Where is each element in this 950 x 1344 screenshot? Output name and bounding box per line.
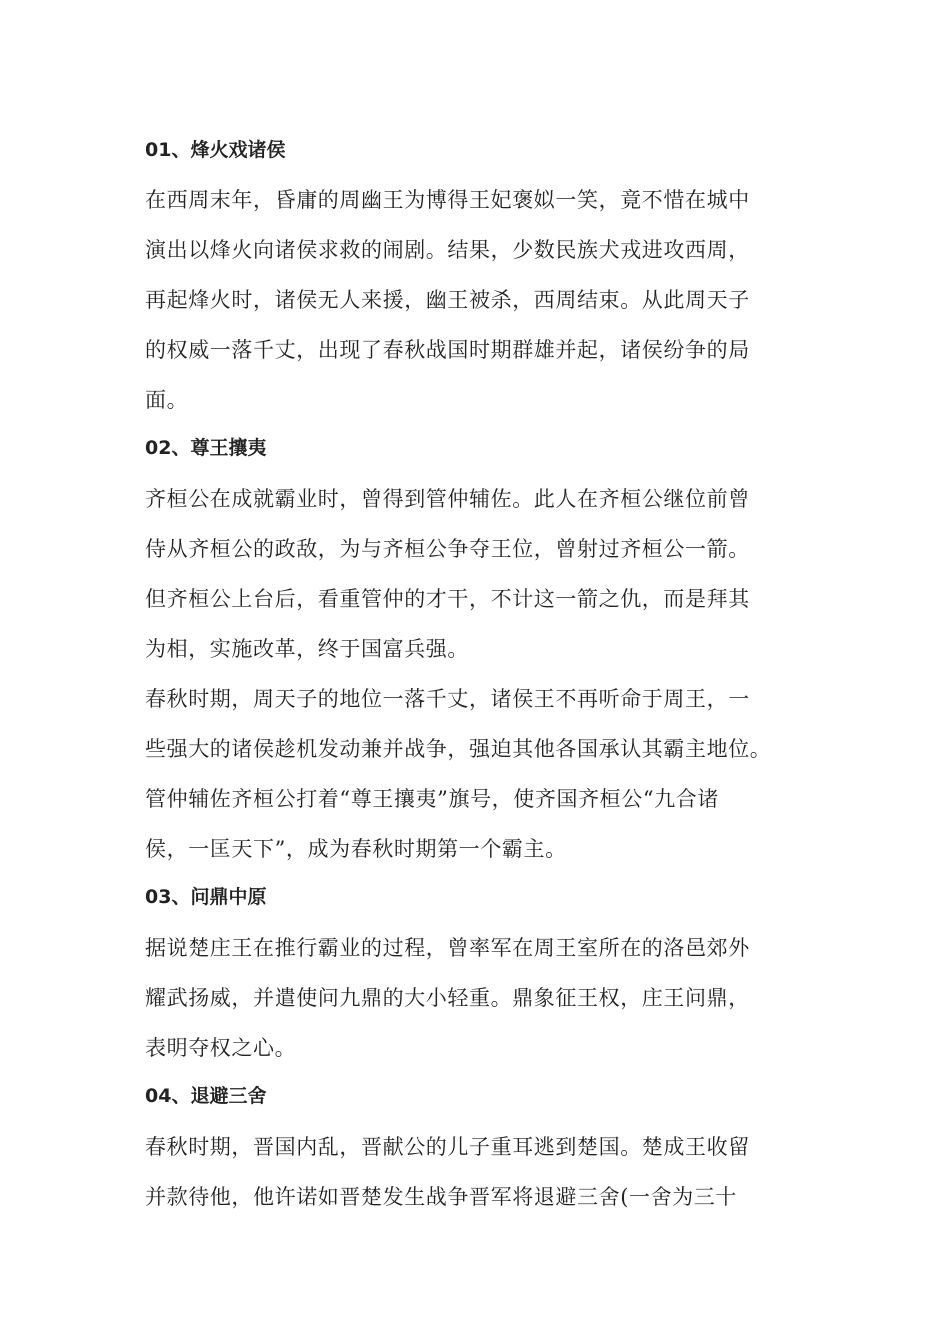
section-heading-01: 01、烽火戏诸侯 bbox=[145, 139, 286, 161]
paragraph-line: 并款待他，他许诺如晋楚发生战争晋军将退避三舍(一舍为三十 bbox=[145, 1185, 737, 1209]
paragraph-line: 但齐桓公上台后，看重管仲的才干，不计这一箭之仇，而是拜其 bbox=[145, 587, 750, 611]
paragraph-line: 侍从齐桓公的政敌，为与齐桓公争夺王位，曾射过齐桓公一箭。 bbox=[145, 537, 750, 561]
paragraph-line: 据说楚庄王在推行霸业的过程，曾率军在周王室所在的洛邑郊外 bbox=[145, 936, 750, 960]
paragraph-line: 春秋时期，周天子的地位一落千丈，诸侯王不再听命于周王，一 bbox=[145, 687, 750, 711]
paragraph-line: 的权威一落千丈，出现了春秋战国时期群雄并起，诸侯纷争的局 bbox=[145, 338, 750, 362]
paragraph-line: 面。 bbox=[145, 388, 189, 412]
paragraph-line: 为相，实施改革，终于国富兵强。 bbox=[145, 637, 469, 661]
paragraph-line: 些强大的诸侯趁机发动兼并战争，强迫其他各国承认其霸主地位。 bbox=[145, 737, 772, 761]
paragraph-line: 侯，一匡天下”，成为春秋时期第一个霸主。 bbox=[145, 837, 567, 861]
section-heading-02: 02、尊王攘夷 bbox=[145, 437, 267, 459]
section-heading-04: 04、退避三舍 bbox=[145, 1085, 267, 1107]
paragraph-line: 齐桓公在成就霸业时，曾得到管仲辅佐。此人在齐桓公继位前曾 bbox=[145, 487, 750, 511]
paragraph-line: 春秋时期，晋国内乱，晋献公的儿子重耳逃到楚国。楚成王收留 bbox=[145, 1135, 750, 1159]
paragraph-line: 在西周末年，昏庸的周幽王为博得王妃褒姒一笑，竟不惜在城中 bbox=[145, 188, 750, 212]
paragraph-line: 耀武扬威，并遣使问九鼎的大小轻重。鼎象征王权，庄王问鼎， bbox=[145, 986, 750, 1010]
paragraph-line: 演出以烽火向诸侯求救的闹剧。结果，少数民族犬戎进攻西周， bbox=[145, 238, 750, 262]
paragraph-line: 管仲辅佐齐桓公打着“尊王攘夷”旗号，使齐国齐桓公“九合诸 bbox=[145, 787, 720, 811]
paragraph-line: 表明夺权之心。 bbox=[145, 1036, 297, 1060]
section-heading-03: 03、问鼎中原 bbox=[145, 886, 267, 908]
paragraph-line: 再起烽火时，诸侯无人来援，幽王被杀，西周结束。从此周天子 bbox=[145, 288, 750, 312]
